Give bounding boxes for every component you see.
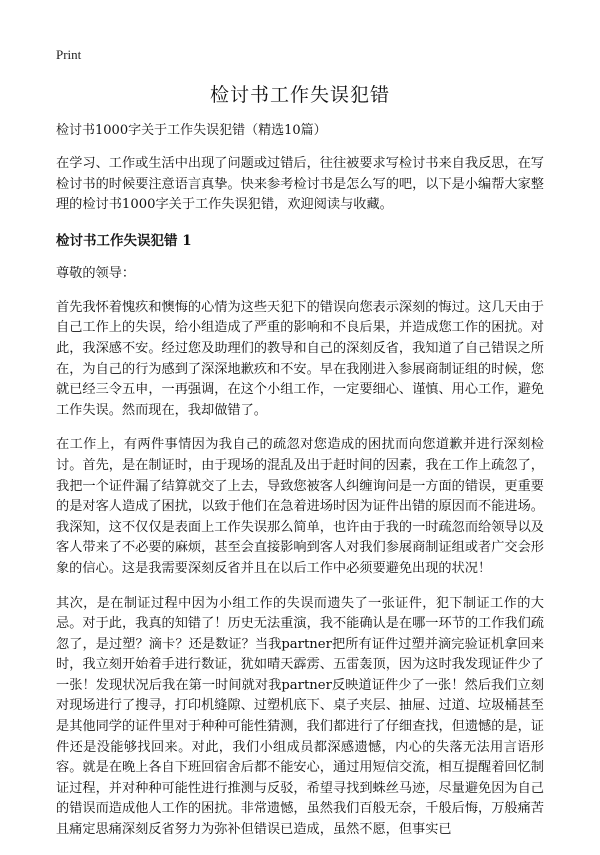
- body-paragraph-3: 其次，是在制证过程中因为小组工作的失误而遗失了一张证件，犯下制证工作的大忌。对于此，我真的知错了！历史无法重演，我不能确认是在哪一环节的工作我们疏忽了，是过塑？滴卡？还是数证？当我partner把所有证件过塑并滴完验证机拿回来时，我立刻开始着手进行数证，犹如晴天霹雳、五雷轰顶，因为这时我发现证件少了一张！发现状况后我在第一时间就对我partner反映道证件少了一张！然后我们立刻对现场进行了搜寻，打印机缝隙、过塑机底下、桌子夹层、抽屉、过道、垃圾桶甚至是其他同学的证件里对于种种可能性猜测，我们都进行了仔细查找，但遗憾的是，证件还是没能够找回来。对此，我们小组成员都深感遗憾，内心的失落无法用言语形容。就是在晚上各自下班回宿舍后都不能安心，通过用短信交流，相互提醒着回忆制证过程，并对种种可能性进行推测与反驳，希望寻找到蛛丝马迹，尽量避免因为自己的错误而造成他人工作的困扰。非常遗憾，虽然我们百般无奈，千般后悔，万般痛苦且痛定思痛深刻反省努力为弥补但错误已造成，虽然不愿，但事实已: [56, 595, 544, 838]
- document-body: [56, 121, 544, 855]
- section-heading: 检讨书工作失误犯错 1: [56, 232, 192, 249]
- body-paragraph-2: 在工作上，有两件事情因为我自己的疏忽对您造成的困扰而向您道歉并进行深刻检讨。首先，是在制证时，由于现场的混乱及出于赶时间的因素，我在工作上疏忽了，我把一个证件漏了结算就交了上去，导致您被客人纠缠询问是一方面的错误，更重要的是对客人造成了困扰，以致于他们在急着进场时因为证件出错的原因而不能进场。我深知，这不仅仅是表面上工作失误那么简单，也许由于我的一时疏忽而给领导以及客人带来了不必要的麻烦，甚至会直接影响到客人对我们参展商制证组或者广交会形象的信心。这是我需要深刻反省并且在以后工作中必须要避免出现的状况！: [56, 437, 544, 576]
- page-title: 检讨书工作失误犯错: [209, 84, 390, 106]
- intro-paragraph: 在学习、工作或生活中出现了问题或过错后，往往被要求写检讨书来自我反思，在写检讨书的时候要注意语言真挚。快来参考检讨书是怎么写的吧，以下是小编帮大家整理的检讨书1000字关于工作失误犯错，欢迎阅读与收藏。: [56, 156, 544, 213]
- document-subtitle: 检讨书1000字关于工作失误犯错（精选10篇）: [56, 123, 327, 138]
- salutation: 尊敬的领导：: [56, 265, 136, 281]
- print-link[interactable]: Print: [56, 47, 82, 62]
- body-paragraph-1: 首先我怀着愧疚和懊悔的心情为这些天犯下的错误向您表示深刻的悔过。这几天由于自己工作上的失误，给小组造成了严重的影响和不良后果，并造成您工作的困扰。对此，我深感不安。经过您及助理们的教导和自己的深刻反省，我知道了自己错误之所在，为自己的行为感到了深深地歉疚和不安。早在我刚进入参展商制证组的时候，您就已经三令五申，一再强调，在这个小组工作，一定要细心、谨慎、用心工作，避免工作失误。然而现在，我却做错了。: [56, 299, 544, 418]
